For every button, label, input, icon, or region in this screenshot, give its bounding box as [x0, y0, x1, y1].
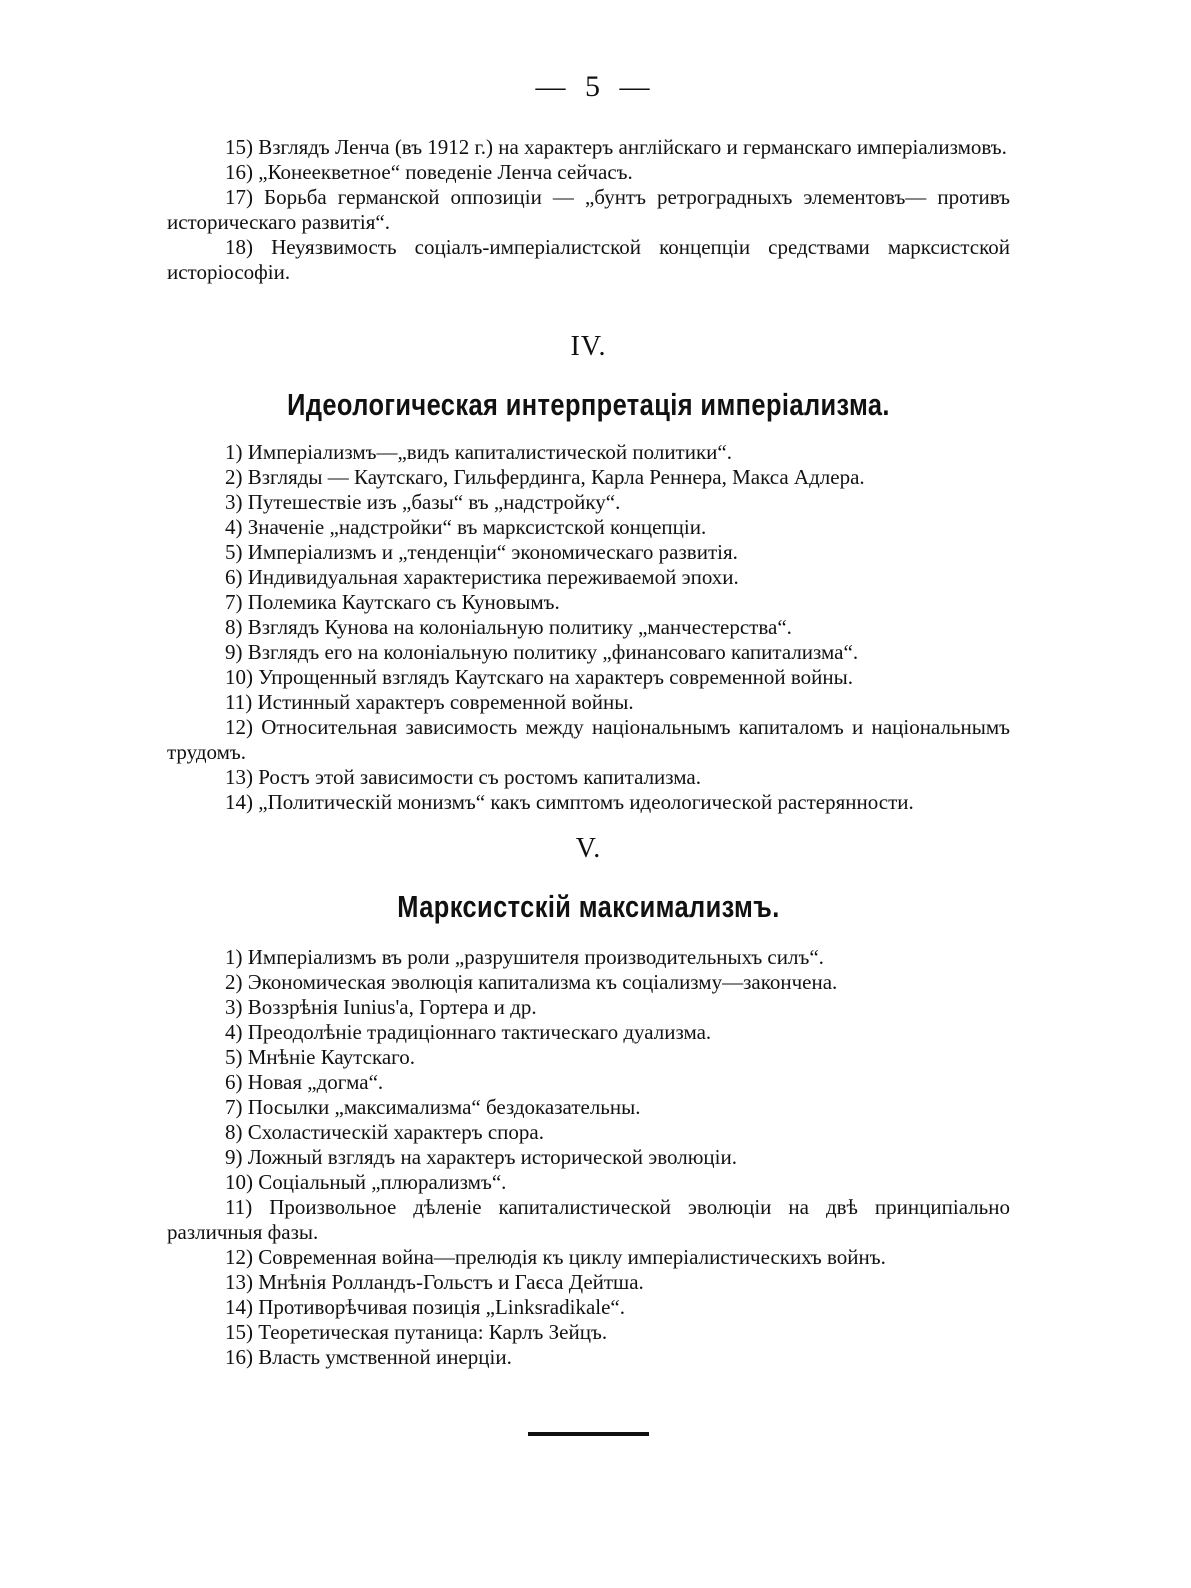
- section-5-list: [167, 945, 1010, 1370]
- section-4-heading: [167, 330, 1010, 424]
- list-item: 10) Упрощенный взглядъ Каутскаго на характеръ современной войны.: [225, 665, 853, 689]
- closing-rule: [528, 1432, 649, 1436]
- list-item: 2) Взгляды — Каутскаго, Гильфердинга, Карла Реннера, Макса Адлера.: [225, 465, 865, 489]
- list-item: 18) Неуязвимость соціалъ-имперіалистской концепціи средствами марксистской исторіософіи.: [167, 235, 1010, 284]
- page-number: — 5 —: [535, 70, 656, 103]
- list-item: 16) „Конеекветное“ поведеніе Ленча сейчасъ.: [225, 160, 633, 184]
- list-item: 9) Взглядъ его на колоніальную политику „финансоваго капитализма“.: [225, 640, 859, 664]
- list-item: 8) Взглядъ Кунова на колоніальную политику „манчестерства“.: [225, 615, 792, 639]
- list-item: 13) Ростъ этой зависимости съ ростомъ капитализма.: [225, 765, 702, 789]
- list-item: 12) Современная война—прелюдія къ циклу имперіалистическихъ войнъ.: [225, 1245, 886, 1269]
- list-item: 13) Мнѣнія Ролландъ-Гольстъ и Гаєса Дейтша.: [225, 1270, 644, 1294]
- list-item: 1) Имперіализмъ въ роли „разрушителя производительныхъ силъ“.: [225, 945, 824, 969]
- list-item: 7) Посылки „максимализма“ бездоказательны.: [225, 1095, 641, 1119]
- list-item: 2) Экономическая эволюція капитализма къ соціализму—закончена.: [225, 970, 838, 994]
- list-item: 3) Воззрѣнія Iunius'a, Гортера и др.: [225, 995, 537, 1019]
- list-item: 7) Полемика Каутскаго съ Куновымъ.: [225, 590, 560, 614]
- section-numeral: IV.: [570, 331, 607, 362]
- section-title: Марксистскій максимализмъ.: [397, 889, 780, 924]
- section-numeral: V.: [575, 833, 602, 864]
- list-item: 4) Значеніе „надстройки“ въ марксистской концепціи.: [225, 515, 707, 539]
- intro-list: [167, 135, 1010, 285]
- list-item: 6) Индивидуальная характеристика переживаемой эпохи.: [225, 565, 739, 589]
- list-item: 6) Новая „догма“.: [225, 1070, 384, 1094]
- list-item: 3) Путешествіе изъ „базы“ въ „надстройку“.: [225, 490, 621, 514]
- list-item: 10) Соціальный „плюрализмъ“.: [225, 1170, 507, 1194]
- list-item: 14) Противорѣчивая позиція „Linksradikale“.: [225, 1295, 625, 1319]
- list-item: 5) Мнѣніе Каутскаго.: [225, 1045, 415, 1069]
- section-title: Идеологическая интерпретація имперіализма.: [287, 387, 890, 422]
- section-4-list: [167, 440, 1010, 815]
- list-item: 15) Теоретическая путаница: Карлъ Зейцъ.: [225, 1320, 608, 1344]
- list-item: 14) „Политическій монизмъ“ какъ симптомъ идеологической растерянности.: [225, 790, 914, 814]
- list-item: 8) Схоластическій характеръ спора.: [225, 1120, 544, 1144]
- list-item: 9) Ложный взглядъ на характеръ исторической эволюціи.: [225, 1145, 737, 1169]
- list-item: 17) Борьба германской оппозиціи — „бунтъ ретроградныхъ элементовъ— противъ историческаго развитія“.: [167, 185, 1010, 234]
- list-item: 16) Власть умственной инерціи.: [225, 1345, 512, 1369]
- list-item: 5) Имперіализмъ и „тенденціи“ экономическаго развитія.: [225, 540, 738, 564]
- list-item: 4) Преодолѣніе традиціоннаго тактическаго дуализма.: [225, 1020, 712, 1044]
- list-item: 11) Истинный характеръ современной войны.: [225, 690, 634, 714]
- list-item: 11) Произвольное дѣленіе капиталистической эволюціи на двѣ принципіально различныя фазы.: [167, 1195, 1010, 1244]
- section-5-heading: [167, 832, 1010, 926]
- list-item: 12) Относительная зависимость между національнымъ капиталомъ и національнымъ трудомъ.: [167, 715, 1010, 764]
- list-item: 15) Взглядъ Ленча (въ 1912 г.) на характеръ англійскаго и германскаго имперіализмовъ.: [225, 135, 1007, 159]
- list-item: 1) Имперіализмъ—„видъ капиталистической политики“.: [225, 440, 732, 464]
